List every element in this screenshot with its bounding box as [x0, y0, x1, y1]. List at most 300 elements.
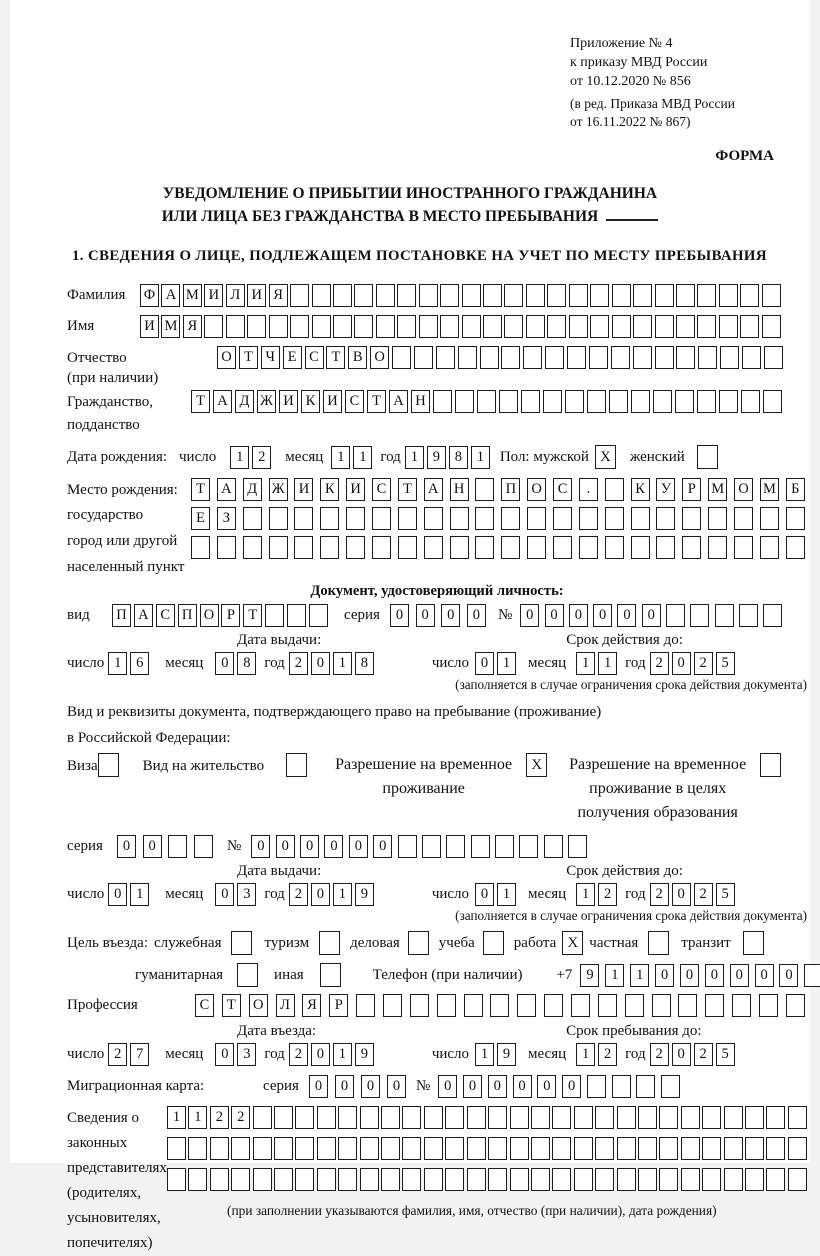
- char-cell: [269, 536, 288, 559]
- char-cell: [617, 1137, 636, 1160]
- char-cell: Т: [239, 346, 258, 369]
- char-cell: 0: [569, 604, 588, 627]
- char-cell: [552, 1168, 571, 1191]
- char-cell: 1: [576, 1043, 595, 1066]
- char-cell: [194, 835, 213, 858]
- char-cell: 5: [716, 883, 735, 906]
- char-cell: [346, 536, 365, 559]
- char-cell: Р: [221, 604, 240, 627]
- char-cell: Я: [302, 994, 321, 1017]
- issue-day-cells: [108, 652, 149, 675]
- char-cell: [274, 1137, 293, 1160]
- res-valid-month-cells: [576, 883, 617, 906]
- char-cell: [168, 835, 187, 858]
- char-cell: [317, 1106, 336, 1129]
- char-cell: [638, 1168, 657, 1191]
- char-cell: [210, 1137, 229, 1160]
- char-cell: [724, 1106, 743, 1129]
- char-cell: [545, 346, 564, 369]
- char-cell: [543, 390, 562, 413]
- char-cell: Т: [398, 478, 417, 501]
- char-cell: [376, 284, 395, 307]
- char-cell: [440, 315, 459, 338]
- char-cell: [698, 346, 717, 369]
- char-cell: А: [134, 604, 153, 627]
- representatives-block: [67, 1106, 807, 1256]
- char-cell: [424, 1168, 443, 1191]
- purpose-official-label: служебная: [153, 934, 222, 951]
- representatives-note: (при заполнении указываются фамилия, имя, отчество (при наличии), дата рождения): [227, 1203, 717, 1218]
- sex-male-checkbox: X: [595, 445, 616, 469]
- name-row: [67, 315, 807, 338]
- validity-note: (заполняется в случае ограничения срока действия документа): [455, 677, 807, 692]
- char-cell: [762, 315, 781, 338]
- char-cell: [376, 315, 395, 338]
- migration-card-row: [67, 1075, 807, 1098]
- char-cell: Н: [411, 390, 430, 413]
- char-cell: 2: [252, 446, 271, 469]
- char-cell: О: [217, 346, 236, 369]
- month-label: месяц: [528, 655, 567, 671]
- char-cell: 0: [562, 1075, 581, 1098]
- char-cell: [659, 1106, 678, 1129]
- char-cell: С: [345, 390, 364, 413]
- char-cell: [655, 315, 674, 338]
- stay-year-cells: [650, 1043, 735, 1066]
- char-cell: И: [140, 315, 159, 338]
- char-cell: У: [656, 478, 675, 501]
- char-cell: [501, 346, 520, 369]
- char-cell: [504, 315, 523, 338]
- char-cell: С: [195, 994, 214, 1017]
- char-cell: [631, 507, 650, 530]
- identity-doc-heading: Документ, удостоверяющий личность:: [310, 583, 564, 599]
- purpose-business-label: деловая: [350, 934, 400, 951]
- revision-line: от 16.11.2022 № 867): [570, 114, 691, 129]
- char-cell: Р: [682, 478, 701, 501]
- char-cell: [519, 835, 538, 858]
- temp-residence-edu-line3: получения образования: [577, 804, 738, 821]
- char-cell: Р: [329, 994, 348, 1017]
- char-cell: 7: [130, 1043, 149, 1066]
- char-cell: [462, 315, 481, 338]
- residence-dates-headers: [67, 863, 807, 880]
- char-cell: [719, 284, 738, 307]
- citizenship-row: [67, 390, 807, 436]
- char-cell: [265, 604, 284, 627]
- year-label: год: [625, 886, 646, 902]
- birth-place-cells-stack: [191, 478, 805, 559]
- char-cell: 0: [276, 835, 295, 858]
- char-cell: [392, 346, 411, 369]
- char-cell: [458, 346, 477, 369]
- char-cell: 0: [324, 835, 343, 858]
- char-cell: 1: [188, 1106, 207, 1129]
- char-cell: 0: [300, 835, 319, 858]
- char-cell: 0: [387, 1075, 406, 1098]
- char-cell: 1: [598, 652, 617, 675]
- form-title: [10, 183, 810, 228]
- char-cell: 9: [497, 1043, 516, 1066]
- char-cell: 0: [438, 1075, 457, 1098]
- char-cell: 0: [215, 883, 234, 906]
- char-cell: 2: [108, 1043, 127, 1066]
- birth-place-block: [67, 478, 807, 580]
- char-cell: И: [323, 390, 342, 413]
- identity-dates-headers: [67, 632, 807, 649]
- char-cell: 0: [215, 652, 234, 675]
- name-cells: [140, 315, 781, 338]
- birth-year-label: год: [380, 448, 401, 465]
- char-cell: [510, 1106, 529, 1129]
- purpose-private-checkbox: [648, 931, 669, 955]
- char-cell: [739, 604, 758, 627]
- form-title-line1: УВЕДОМЛЕНИЕ О ПРИБЫТИИ ИНОСТРАННОГО ГРАЖДАНИНА: [162, 185, 658, 202]
- char-cell: [719, 390, 738, 413]
- char-cell: [590, 284, 609, 307]
- char-cell: К: [320, 478, 339, 501]
- char-cell: Т: [326, 346, 345, 369]
- char-cell: П: [501, 478, 520, 501]
- entry-month-cells: [215, 1043, 256, 1066]
- birth-place-cells-row1: [191, 478, 805, 501]
- char-cell: 9: [355, 883, 374, 906]
- char-cell: [188, 1137, 207, 1160]
- char-cell: 8: [237, 652, 256, 675]
- char-cell: 2: [210, 1106, 229, 1129]
- temp-residence-edu-line1: Разрешение на временное: [569, 756, 747, 773]
- char-cell: [571, 994, 590, 1017]
- char-cell: 1: [333, 883, 352, 906]
- surname-row: [67, 284, 807, 307]
- char-cell: [295, 1137, 314, 1160]
- char-cell: [697, 390, 716, 413]
- char-cell: 2: [598, 1043, 617, 1066]
- birth-place-label2: государство: [67, 507, 144, 523]
- char-cell: [745, 1106, 764, 1129]
- char-cell: [568, 835, 587, 858]
- char-cell: [587, 390, 606, 413]
- char-cell: [702, 1106, 721, 1129]
- purpose-business-checkbox: [408, 931, 429, 955]
- valid-month-cells: [576, 652, 617, 675]
- char-cell: 0: [705, 964, 724, 987]
- char-cell: Е: [191, 507, 210, 530]
- char-cell: 0: [545, 604, 564, 627]
- profession-label: Профессия: [67, 997, 138, 1013]
- visa-checkbox: [98, 753, 119, 777]
- char-cell: [419, 284, 438, 307]
- char-cell: Ж: [257, 390, 276, 413]
- representatives-label-stack: [67, 1106, 167, 1256]
- char-cell: 0: [680, 964, 699, 987]
- patronymic-label: Отчество: [67, 350, 127, 366]
- char-cell: [419, 315, 438, 338]
- char-cell: Я: [269, 284, 288, 307]
- purpose-study-label: учеба: [438, 934, 475, 951]
- char-cell: [786, 507, 805, 530]
- char-cell: [681, 1106, 700, 1129]
- birth-place-label1: Место рождения:: [67, 482, 178, 498]
- char-cell: [381, 1137, 400, 1160]
- char-cell: А: [424, 478, 443, 501]
- residence-number-cells: [251, 835, 587, 858]
- month-label: месяц: [165, 886, 204, 902]
- char-cell: С: [156, 604, 175, 627]
- char-cell: Н: [450, 478, 469, 501]
- char-cell: [295, 1168, 314, 1191]
- char-cell: [745, 1137, 764, 1160]
- char-cell: [708, 536, 727, 559]
- char-cell: 0: [416, 604, 435, 627]
- char-cell: 9: [580, 964, 599, 987]
- char-cell: 0: [642, 604, 661, 627]
- char-cell: [397, 315, 416, 338]
- char-cell: 0: [655, 964, 674, 987]
- char-cell: [527, 507, 546, 530]
- char-cell: [243, 507, 262, 530]
- char-cell: Д: [243, 478, 262, 501]
- char-cell: [617, 1106, 636, 1129]
- year-label: год: [625, 1046, 646, 1062]
- char-cell: З: [217, 507, 236, 530]
- year-label: год: [625, 655, 646, 671]
- char-cell: [598, 994, 617, 1017]
- char-cell: [269, 507, 288, 530]
- char-cell: 0: [117, 835, 136, 858]
- char-cell: [424, 507, 443, 530]
- char-cell: [579, 507, 598, 530]
- char-cell: 0: [672, 652, 691, 675]
- issue-date-header: Дата выдачи:: [237, 632, 322, 648]
- char-cell: 6: [130, 652, 149, 675]
- char-cell: [475, 507, 494, 530]
- char-cell: [682, 507, 701, 530]
- char-cell: [676, 315, 695, 338]
- patronymic-row: [67, 346, 807, 387]
- char-cell: [763, 390, 782, 413]
- char-cell: [309, 604, 328, 627]
- char-cell: [708, 507, 727, 530]
- char-cell: [294, 536, 313, 559]
- representatives-label-line: усыновителях,: [67, 1210, 161, 1226]
- visa-label: Виза: [67, 758, 98, 774]
- char-cell: [631, 536, 650, 559]
- char-cell: [565, 390, 584, 413]
- char-cell: 2: [650, 1043, 669, 1066]
- char-cell: 0: [593, 604, 612, 627]
- char-cell: [450, 507, 469, 530]
- char-cell: [247, 315, 266, 338]
- purpose-study-checkbox: [483, 931, 504, 955]
- char-cell: [398, 536, 417, 559]
- char-cell: 1: [630, 964, 649, 987]
- char-cell: [740, 284, 759, 307]
- valid-until-header: Срок действия до:: [566, 863, 683, 879]
- birth-month-label: месяц: [285, 448, 324, 465]
- doc-series-cells: [390, 604, 486, 627]
- valid-until-header: Срок действия до:: [566, 632, 683, 648]
- char-cell: О: [249, 994, 268, 1017]
- char-cell: 0: [488, 1075, 507, 1098]
- char-cell: 2: [650, 652, 669, 675]
- representatives-cells-row3: [167, 1168, 807, 1191]
- char-cell: [477, 390, 496, 413]
- res-issue-month-cells: [215, 883, 256, 906]
- char-cell: [527, 536, 546, 559]
- sex-female-label: женский: [629, 448, 685, 465]
- profession-row: [67, 994, 807, 1017]
- migration-card-label: Миграционная карта:: [67, 1078, 205, 1094]
- char-cell: [611, 346, 630, 369]
- migration-series-cells: [309, 1075, 406, 1098]
- char-cell: [471, 835, 490, 858]
- char-cell: [204, 315, 223, 338]
- char-cell: 1: [333, 1043, 352, 1066]
- sex-male-label: Пол: мужской: [499, 448, 589, 465]
- char-cell: [354, 284, 373, 307]
- purpose-work-label: работа: [513, 934, 557, 951]
- residence-number-label: №: [227, 838, 242, 854]
- purpose-work-checkbox: X: [562, 931, 583, 955]
- residence-series-row: [67, 835, 807, 858]
- residence-doc-options-row: [67, 753, 807, 825]
- char-cell: [567, 346, 586, 369]
- char-cell: [653, 390, 672, 413]
- char-cell: [788, 1168, 807, 1191]
- phone-cells: [580, 964, 820, 987]
- char-cell: [762, 284, 781, 307]
- representatives-cells-row1: [167, 1106, 807, 1129]
- patronymic-note: (при наличии): [67, 370, 159, 386]
- valid-year-cells: [650, 652, 735, 675]
- doc-type-cells: [112, 604, 328, 627]
- purpose-transit-label: транзит: [681, 934, 731, 951]
- issue-date-header: Дата выдачи:: [237, 863, 322, 879]
- char-cell: 1: [475, 1043, 494, 1066]
- char-cell: [317, 1168, 336, 1191]
- entry-date-header: Дата въезда:: [237, 1023, 317, 1039]
- char-cell: [697, 284, 716, 307]
- char-cell: 0: [373, 835, 392, 858]
- char-cell: 2: [289, 883, 308, 906]
- residence-doc-line2: в Российской Федерации:: [67, 730, 231, 746]
- char-cell: 2: [598, 883, 617, 906]
- char-cell: 0: [361, 1075, 380, 1098]
- char-cell: [605, 507, 624, 530]
- citizenship-label1: Гражданство,: [67, 394, 154, 410]
- char-cell: [191, 536, 210, 559]
- char-cell: [450, 536, 469, 559]
- char-cell: [589, 346, 608, 369]
- char-cell: С: [372, 478, 391, 501]
- char-cell: 0: [672, 883, 691, 906]
- form-body: [67, 280, 807, 1256]
- char-cell: А: [161, 284, 180, 307]
- char-cell: И: [204, 284, 223, 307]
- char-cell: [402, 1137, 421, 1160]
- char-cell: 1: [471, 446, 490, 469]
- purpose-second-row: [67, 963, 807, 987]
- char-cell: 0: [537, 1075, 556, 1098]
- char-cell: 1: [230, 446, 249, 469]
- char-cell: [676, 284, 695, 307]
- surname-label: Фамилия: [67, 287, 126, 303]
- entry-dates-block: [67, 1023, 807, 1066]
- char-cell: [312, 284, 331, 307]
- patronymic-cells: [217, 346, 783, 369]
- temp-residence-edu-label: [569, 753, 746, 825]
- char-cell: [531, 1168, 550, 1191]
- char-cell: [547, 315, 566, 338]
- phone-prefix: +7: [556, 966, 573, 983]
- char-cell: [488, 1106, 507, 1129]
- purpose-other-checkbox: [320, 963, 341, 987]
- char-cell: [732, 994, 751, 1017]
- patronymic-label-stack: [67, 346, 217, 387]
- birth-year-cells: [405, 446, 490, 469]
- char-cell: [338, 1168, 357, 1191]
- char-cell: [167, 1137, 186, 1160]
- revision-line: (в ред. Приказа МВД России: [570, 96, 735, 111]
- char-cell: 0: [520, 604, 539, 627]
- representatives-label-line: Сведения о: [67, 1110, 139, 1126]
- char-cell: [715, 604, 734, 627]
- char-cell: [475, 478, 494, 501]
- char-cell: [724, 1137, 743, 1160]
- temp-residence-line1: Разрешение на временное: [335, 756, 513, 773]
- char-cell: [217, 536, 236, 559]
- char-cell: [517, 994, 536, 1017]
- char-cell: [590, 315, 609, 338]
- char-cell: [760, 536, 779, 559]
- char-cell: [638, 1106, 657, 1129]
- form-marker: ФОРМА: [715, 148, 774, 164]
- char-cell: [656, 507, 675, 530]
- char-cell: [243, 536, 262, 559]
- char-cell: А: [217, 478, 236, 501]
- char-cell: А: [213, 390, 232, 413]
- validity-note: (заполняется в случае ограничения срока действия документа): [455, 908, 807, 923]
- char-cell: [666, 604, 685, 627]
- char-cell: О: [370, 346, 389, 369]
- char-cell: [402, 1106, 421, 1129]
- appendix-reference: [570, 34, 735, 131]
- char-cell: 0: [215, 1043, 234, 1066]
- char-cell: [609, 390, 628, 413]
- residence-dates-block: [67, 863, 807, 924]
- char-cell: [320, 536, 339, 559]
- char-cell: [167, 1168, 186, 1191]
- char-cell: [210, 1168, 229, 1191]
- char-cell: [188, 1168, 207, 1191]
- char-cell: [661, 1075, 680, 1098]
- char-cell: Д: [235, 390, 254, 413]
- char-cell: [483, 315, 502, 338]
- char-cell: .: [579, 478, 598, 501]
- char-cell: [681, 1168, 700, 1191]
- char-cell: Ч: [261, 346, 280, 369]
- char-cell: 0: [309, 1075, 328, 1098]
- char-cell: [656, 536, 675, 559]
- char-cell: 2: [289, 652, 308, 675]
- residence-doc-line1: Вид и реквизиты документа, подтверждающего право на пребывание (проживание): [67, 704, 602, 720]
- stay-month-cells: [576, 1043, 617, 1066]
- char-cell: [290, 284, 309, 307]
- representatives-label-line: (родителях,: [67, 1185, 142, 1201]
- res-valid-year-cells: [650, 883, 735, 906]
- char-cell: [436, 346, 455, 369]
